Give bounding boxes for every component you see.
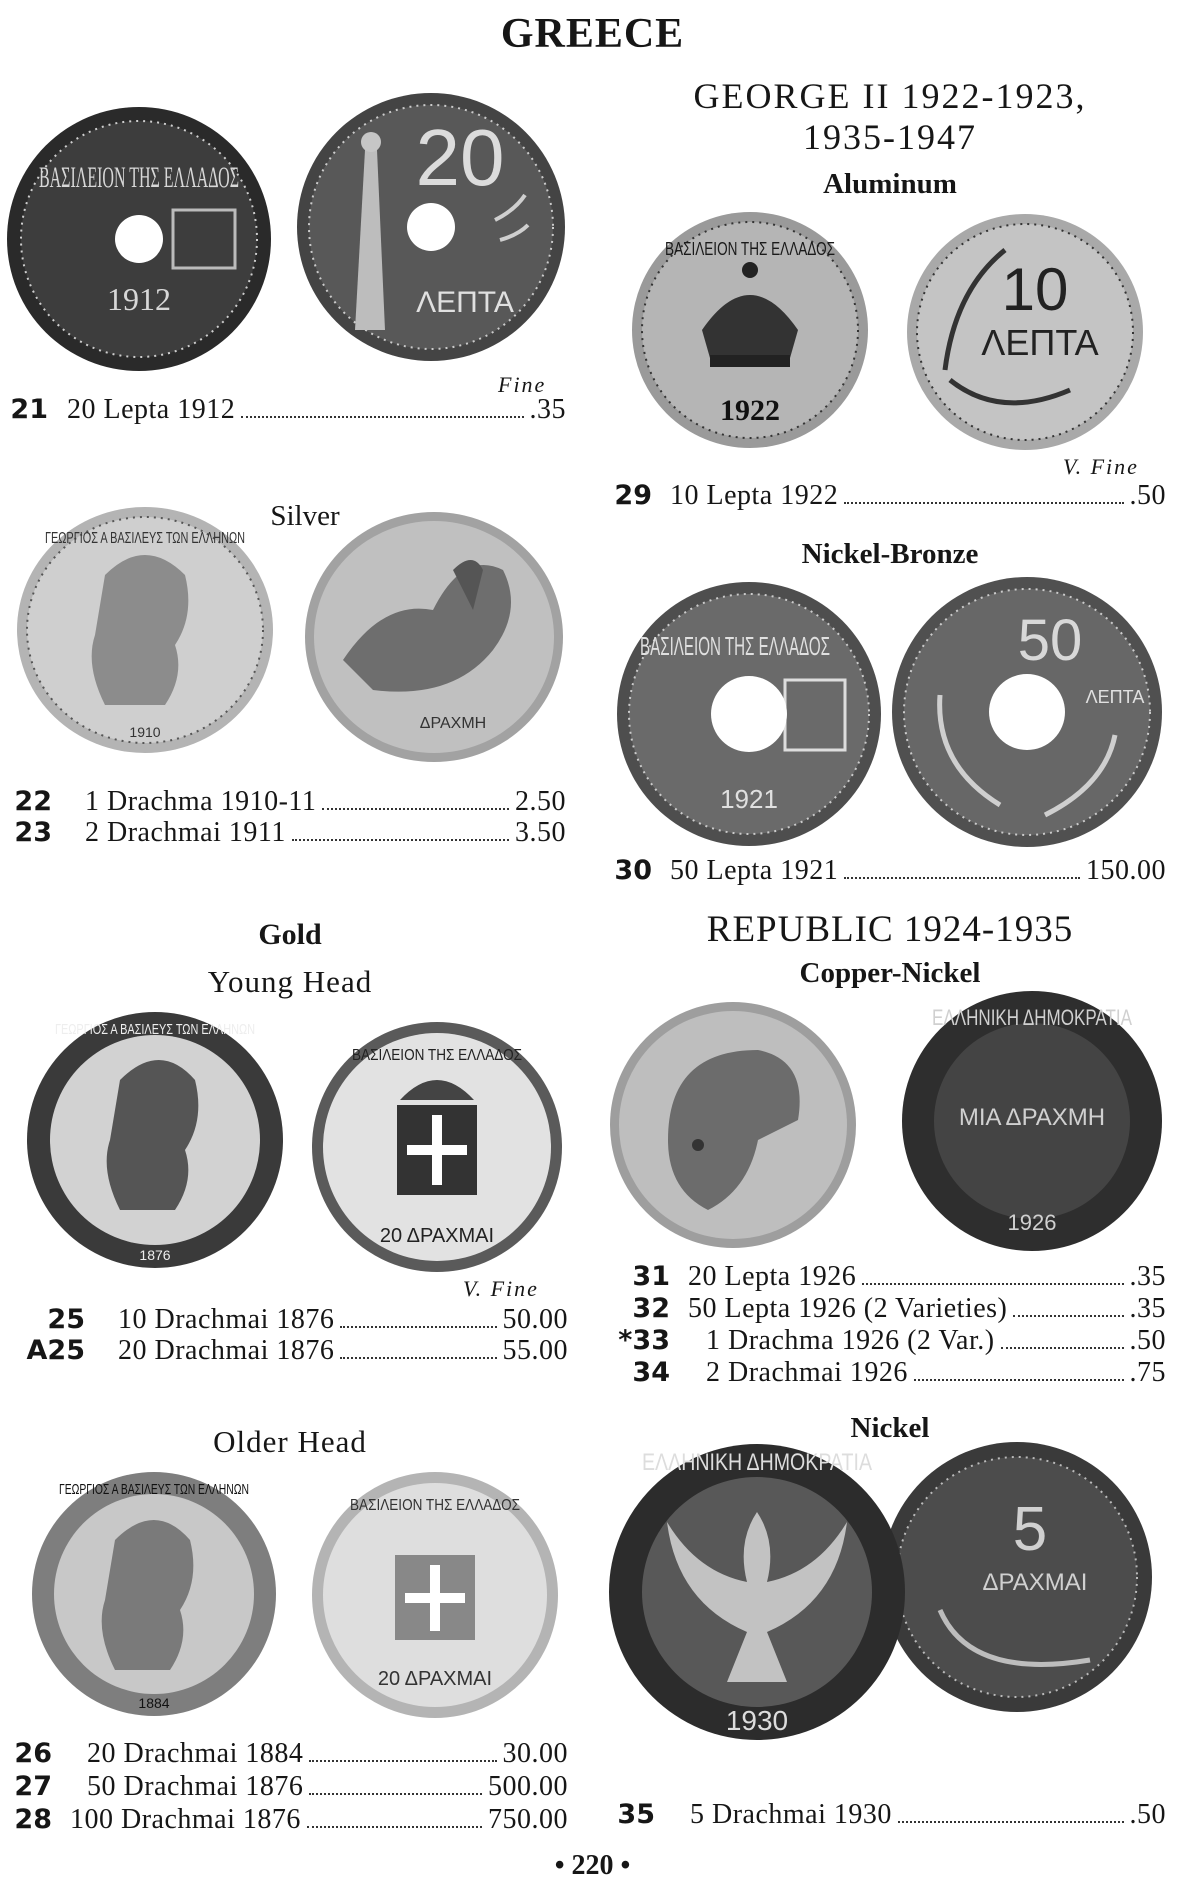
price: .50 [1129,1799,1166,1830]
catalog-number: 22 [14,786,52,817]
coin-value: 50 [1017,608,1083,673]
coin-description: 20 Drachmai 1884 [87,1738,304,1769]
coin-description: 1 Drachma 1926 (2 Var.) [706,1325,995,1356]
coin-30-reverse-image [890,575,1165,850]
catalog-number: 29 [614,480,652,511]
catalog-number: 34 [632,1357,670,1388]
catalog-number: 26 [14,1738,52,1769]
price: 3.50 [515,817,566,848]
coin-35-obverse-image [607,1442,907,1742]
coin-description: 100 Drachmai 1876 [70,1804,301,1835]
leader-dots [322,808,509,810]
coin-unit: ΛΕΠΤΑ [1085,687,1145,707]
coin-unit: ΔΡΑΧΜΗ [419,715,487,732]
coin-26-reverse-image [310,1470,560,1720]
coin-year: 1921 [720,784,778,814]
coin-description: 20 Lepta 1926 [688,1261,857,1292]
section-young-head: Young Head [207,964,373,999]
leader-dots [1013,1315,1123,1317]
coin-description: 1 Drachma 1910-11 [85,786,317,817]
coin-description: 50 Lepta 1926 (2 Varieties) [688,1293,1008,1324]
catalog-number: 31 [632,1261,670,1292]
page-number: • 220 • [554,1850,631,1881]
price: 500.00 [488,1771,568,1802]
coin-unit: ΔΡΑΧΜΑΙ [982,1569,1088,1596]
coin-legend: ΓΕΩΡΓΙΟΣ Α ΒΑΣΙΛΕΥΣ ΤΩΝ ΕΛΛΗΝΩΝ [45,530,245,547]
coin-35-reverse-image [880,1440,1155,1715]
page-title: GREECE [500,11,685,57]
coin-year: 1912 [107,281,171,317]
section-older-head: Older Head [213,1424,367,1459]
coin-description: 20 Lepta 1912 [67,394,236,425]
catalog-number: 25 [47,1304,85,1335]
section-nickel-bronze: Nickel-Bronze [801,538,979,570]
coin-legend: ΒΑΣΙΛΕΙΟΝ ΤΗΣ ΕΛΛΑΔΟΣ [640,631,830,661]
leader-dots [914,1379,1124,1381]
coin-legend: ΒΑΣΙΛΕΙΟΝ ΤΗΣ ΕΛΛΑΔΟΣ [665,239,835,259]
leader-dots [309,1760,496,1762]
coin-25-reverse-image [310,1020,565,1275]
coin-legend: ΒΑΣΙΛΕΙΟΝ ΤΗΣ ΕΛΛΑΔΟΣ [39,161,239,194]
catalog-number: 23 [14,817,52,848]
coin-year: 1910 [129,724,161,740]
coin-legend: ΕΛΛΗΝΙΚΗ ΔΗΜΟΚΡΑΤΙΑ [642,1449,872,1476]
coin-legend: ΒΑΣΙΛΕΙΟΝ ΤΗΣ ΕΛΛΑΔΟΣ [352,1047,523,1064]
leader-dots [844,877,1080,879]
section-copper-nickel: Copper-Nickel [799,957,981,989]
catalog-number: 30 [614,855,652,886]
price: 2.50 [515,786,566,817]
leader-dots [898,1821,1124,1823]
coin-30-obverse-image [615,580,883,848]
leader-dots [862,1283,1123,1285]
coin-22-obverse-image [15,505,275,755]
section-gold: Gold [258,918,322,951]
price: .50 [1129,1325,1166,1356]
coin-31-obverse-image [608,1000,858,1250]
coin-description: 50 Drachmai 1876 [87,1771,304,1802]
catalog-number: 21 [10,394,48,425]
coin-31-reverse-image [900,990,1165,1252]
leader-dots [340,1326,496,1328]
coin-29-obverse-image [630,210,870,450]
coin-description: 50 Lepta 1921 [670,855,839,886]
coin-year: 1926 [1007,1210,1057,1235]
price: 30.00 [502,1738,568,1769]
coin-29-reverse-image [905,210,1145,455]
catalog-number: 28 [14,1804,52,1835]
catalog-number: *33 [618,1325,670,1356]
coin-unit: ΛΕΠΤΑ [416,286,514,319]
catalog-number: 32 [632,1293,670,1324]
coin-value: 20 ΔΡΑΧΜΑΙ [379,1225,495,1247]
condition-label-fine: Fine [498,372,547,397]
coin-25-obverse-image [25,1010,285,1270]
leader-dots [1001,1347,1124,1349]
section-republic: REPUBLIC 1924-1935 [706,909,1074,950]
leader-dots [340,1357,496,1359]
coin-description: 2 Drachmai 1926 [706,1357,908,1388]
price: .35 [1129,1293,1166,1324]
price: .35 [1129,1261,1166,1292]
price: 150.00 [1086,855,1166,886]
coin-value: ΜΙΑ ΔΡΑΧΜΗ [958,1104,1106,1131]
price: 55.00 [502,1335,568,1366]
coin-description: 2 Drachmai 1911 [85,817,286,848]
coin-year: 1884 [138,1695,170,1711]
coin-description: 5 Drachmai 1930 [690,1799,892,1830]
leader-dots [309,1793,482,1795]
coin-year: 1922 [720,394,780,427]
price: .35 [529,394,566,425]
coin-21-reverse-image [295,90,567,365]
leader-dots [292,839,509,841]
coin-year: 1930 [725,1705,789,1736]
price: 750.00 [488,1804,568,1835]
coin-value: 5 [1012,1495,1048,1564]
coin-value: 20 ΔΡΑΧΜΑΙ [377,1668,493,1690]
section-aluminum: Aluminum [823,168,957,200]
coin-value: 20 [415,113,505,202]
coin-legend: ΓΕΩΡΓΙΟΣ Α ΒΑΣΙΛΕΥΣ ΤΩΝ ΕΛΛΗΝΩΝ [55,1021,255,1038]
coin-22-reverse-image [303,510,565,765]
coin-year: 1876 [139,1247,171,1263]
condition-label-vfine: V. Fine [463,1276,539,1301]
condition-label-vfine: V. Fine [1063,454,1139,479]
coin-value: 10 [1001,256,1069,323]
coin-description: 10 Drachmai 1876 [118,1304,335,1335]
coin-26-obverse-image [30,1470,278,1718]
section-title-george-ii-years: 1935-1947 [803,117,977,157]
section-silver: Silver [270,500,340,532]
leader-dots [844,502,1123,504]
coin-legend: ΕΛΛΗΝΙΚΗ ΔΗΜΟΚΡΑΤΙΑ [932,1005,1133,1030]
section-nickel: Nickel [850,1412,930,1444]
leader-dots [241,416,523,418]
leader-dots [307,1826,482,1828]
coin-21-obverse-image [5,105,273,373]
catalog-number: 27 [14,1771,52,1802]
coin-legend: ΓΕΩΡΓΙΟΣ Α ΒΑΣΙΛΕΥΣ ΤΩΝ ΕΛΛΗΝΩΝ [59,1481,249,1498]
price: .50 [1129,480,1166,511]
price: 50.00 [502,1304,568,1335]
coin-legend: ΒΑΣΙΛΕΙΟΝ ΤΗΣ ΕΛΛΑΔΟΣ [350,1497,521,1514]
section-title-george-ii: GEORGE II 1922-1923, [693,76,1087,116]
coin-description: 10 Lepta 1922 [670,480,839,511]
catalog-number: 35 [617,1799,655,1830]
catalog-number: A25 [26,1335,85,1366]
price: .75 [1129,1357,1166,1388]
coin-description: 20 Drachmai 1876 [118,1335,335,1366]
coin-unit: ΛΕΠΤΑ [981,322,1099,363]
